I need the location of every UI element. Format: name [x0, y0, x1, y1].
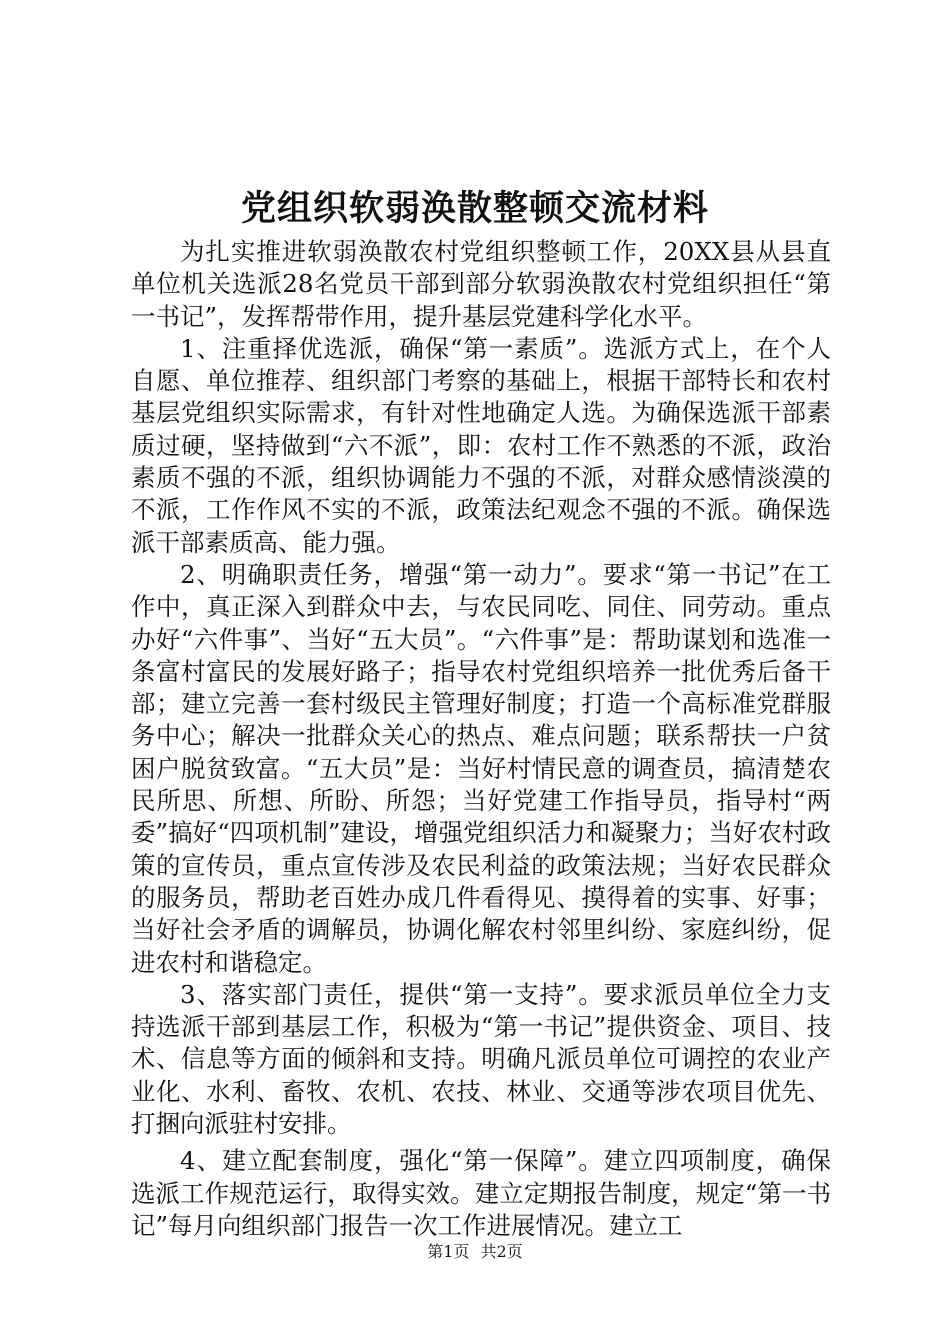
- page-number-current: 第1页: [427, 1242, 470, 1261]
- paragraph-item-4: 4、建立配套制度，强化“第一保障”。建立四项制度，确保选派工作规范运行，取得实效。建立定期报告制度，规定“第一书记”每月向组织部门报告一次工作进展情况。建立工: [131, 1146, 831, 1240]
- paragraph-item-3: 3、落实部门责任，提供“第一支持”。要求派员单位全力支持选派干部到基层工作，积极为“第一书记”提供资金、项目、技术、信息等方面的倾斜和支持。明确凡派员单位可调控的农业产业化、水利、畜牧、农机、农技、林业、交通等涉农项目优先、打捆向派驻村安排。: [131, 979, 831, 1139]
- page-footer: [0, 1241, 950, 1263]
- paragraph-item-2: 2、明确职责任务，增强“第一动力”。要求“第一书记”在工作中，真正深入到群众中去，与农民同吃、同住、同劳动。重点办好“六件事”、当好“五大员”。“六件事”是：帮助谋划和选准一条富村富民的发展好路子；指导农村党组织培养一批优秀后备干部；建立完善一套村级民主管理好制度；打造一个高标准党群服务中心；解决一批群众关心的热点、难点问题；联系帮扶一户贫困户脱贫致富。“五大员”是：当好村情民意的调查员，搞清楚农民所思、所想、所盼、所怨；当好党建工作指导员，指导村“两委”搞好“四项机制”建设，增强党组织活力和凝聚力；当好农村政策的宣传员，重点宣传涉及农民利益的政策法规；当好农民群众的服务员，帮助老百姓办成几件看得见、摸得着的实事、好事；当好社会矛盾的调解员，协调化解农村邻里纠纷、家庭纠纷，促进农村和谐稳定。: [131, 559, 831, 977]
- document-title: 党组织软弱涣散整顿交流材料: [240, 188, 709, 229]
- page-number-total: 共2页: [480, 1242, 523, 1261]
- paragraph-item-1: 1、注重择优选派，确保“第一素质”。选派方式上，在个人自愿、单位推荐、组织部门考察的基础上，根据干部特长和农村基层党组织实际需求，有针对性地确定人选。为确保选派干部素质过硬，坚持做到“六不派”，即：农村工作不熟悉的不派，政治素质不强的不派，组织协调能力不强的不派，对群众感情淡漠的不派，工作作风不实的不派，政策法纪观念不强的不派。确保选派干部素质高、能力强。: [131, 333, 831, 557]
- paragraph-intro: 为扎实推进软弱涣散农村党组织整顿工作，20XX县从县直单位机关选派28名党员干部到部分软弱涣散农村党组织担任“第一书记”，发挥帮带作用，提升基层党建科学化水平。: [131, 237, 831, 331]
- document-body: [131, 236, 831, 1242]
